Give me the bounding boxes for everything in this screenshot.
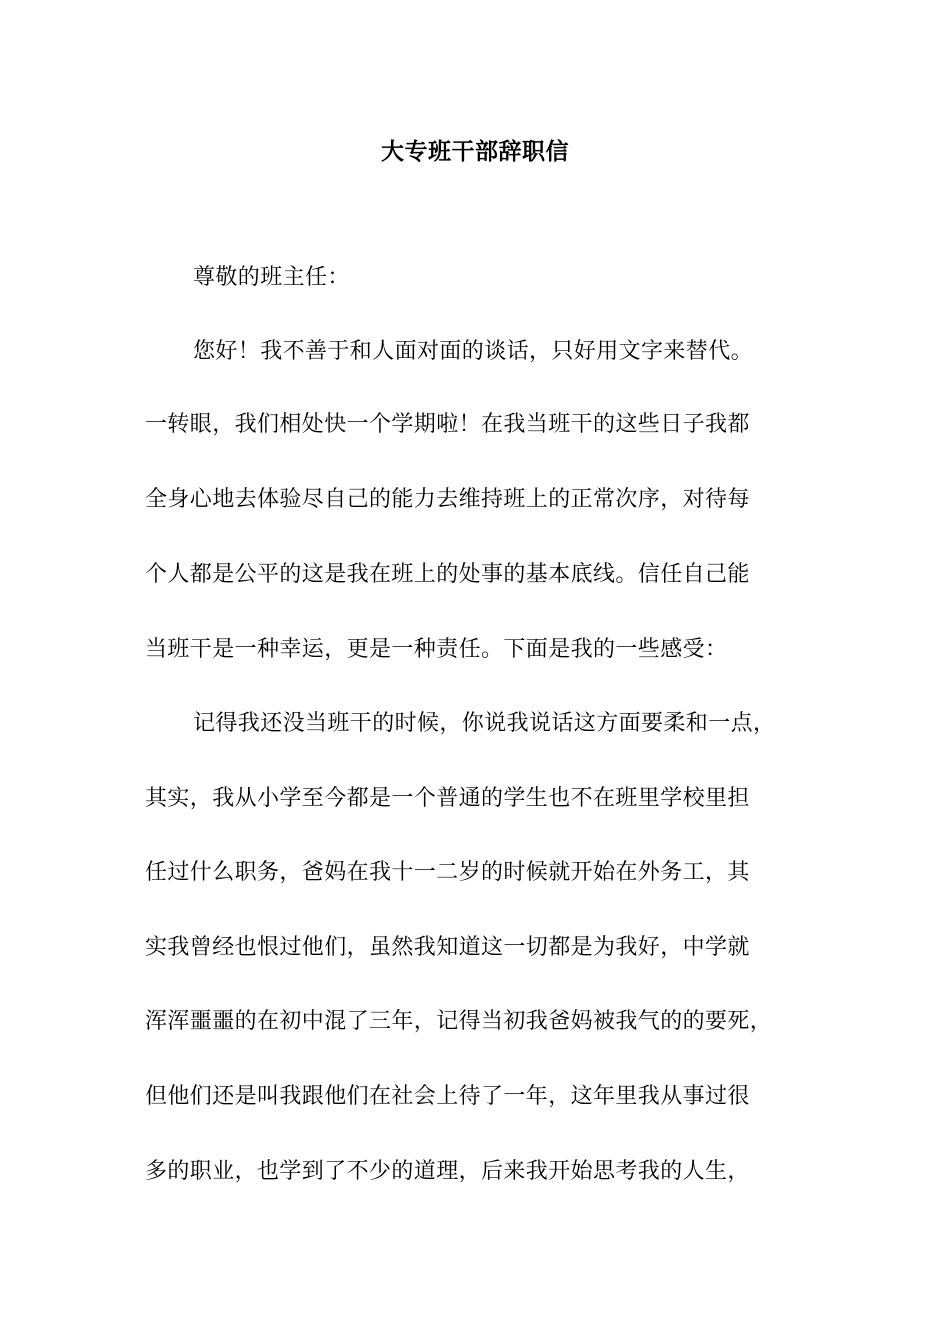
salutation: 尊敬的班主任：	[193, 265, 350, 290]
paragraph-line: 但他们还是叫我跟他们在社会上待了一年，这年里我从事过很	[145, 1084, 750, 1109]
paragraph-line: 浑浑噩噩的在初中混了三年，记得当初我爸妈被我气的的要死，	[145, 1009, 773, 1034]
paragraph-line: 当班干是一种幸运，更是一种责任。下面是我的一些感受：	[145, 637, 728, 662]
paragraph-line: 一转眼，我们相处快一个学期啦！在我当班干的这些日子我都	[145, 412, 750, 437]
paragraph-line: 任过什么职务，爸妈在我十一二岁的时候就开始在外务工，其	[145, 860, 750, 885]
paragraph-line: 其实，我从小学至今都是一个普通的学生也不在班里学校里担	[145, 786, 750, 811]
paragraph-line: 个人都是公平的这是我在班上的处事的基本底线。信任自己能	[145, 562, 750, 587]
paragraph-line: 记得我还没当班干的时候，你说我说话这方面要柔和一点，	[193, 711, 776, 736]
paragraph-line: 您好！我不善于和人面对面的谈话，只好用文字来替代。	[193, 339, 754, 364]
document-title: 大专班干部辞职信	[381, 138, 569, 165]
paragraph-line: 全身心地去体验尽自己的能力去维持班上的正常次序，对待每	[145, 487, 750, 512]
paragraph-line: 多的职业，也学到了不少的道理，后来我开始思考我的人生，	[145, 1159, 750, 1184]
paragraph-line: 实我曾经也恨过他们，虽然我知道这一切都是为我好，中学就	[145, 935, 750, 960]
